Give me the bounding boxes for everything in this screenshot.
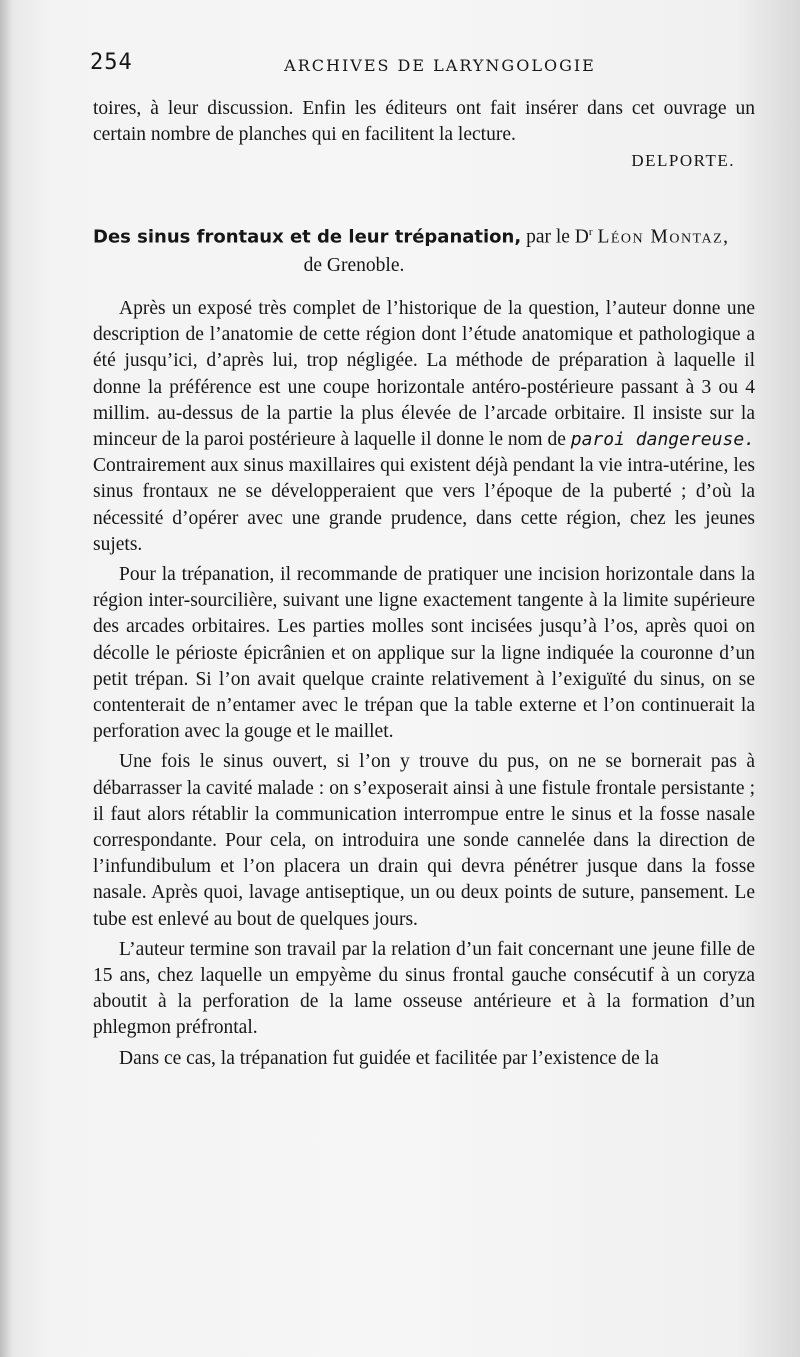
reviewer-signature: DELPORTE. <box>631 151 735 171</box>
page-number: 254 <box>90 50 133 75</box>
review-paragraph-4: L’auteur termine son travail par la relation d’un fait concernant une jeune fille de 15 ans, chez laquelle un empyème du sinus frontal gauche consécutif à un coryza aboutit à la perforation de la lame osseuse antérieure et à la formation d’un phlegmon préfrontal. <box>93 938 755 1039</box>
page-gutter-shadow <box>0 0 12 1357</box>
review-paragraph-3: Une fois le sinus ouvert, si l’on y trouve du pus, on ne se bornerait pas à débarrasser la cavité malade : on s’exposerait ainsi à une fistule frontale persistante ; il faut alors rétablir la communication interrompue entre le sinus et la fosse nasale correspondante. Pour cela, on introduira une sonde cannelée dans la direction de l’infundibulum et l’on placera un drain qui devra pénétrer jusque dans la fosse nasale. Après quoi, lavage antiseptique, un ou deux points de suture, pansement. Le tube est enlevé au bout de quelques jours. <box>93 751 755 930</box>
review-author-city: de Grenoble. <box>303 254 405 276</box>
review-author: Léon Montaz, <box>597 226 730 248</box>
review-paragraph-1 <box>93 296 755 558</box>
review-heading <box>93 218 755 252</box>
paragraph-1-part-b: Contrairement aux sinus maxillaires qui existent déjà pendant la vie intra-utérine, les sinus frontaux ne se développeraient que vers l’époque de la puberté ; d’où la nécessité d’opérer avec une grande prudence, dans cette région, chez les jeunes sujets. <box>93 455 755 555</box>
page-header <box>90 50 750 84</box>
review-byline: par le D <box>526 226 589 248</box>
paragraph-1-part-a: Après un exposé très complet de l’historique de la question, l’auteur donne une description de l’anatomie de cette région dont l’étude anatomique et pathologique a été jusqu’ici, d’après lui, trop négligée. La méthode de préparation à laquelle il donne la préférence est une coupe horizontale antéro-postérieure passant à 3 ou 4 millim. au-dessus de la partie la plus élevée de l’arcade orbitaire. Il insiste sur la minceur de la paroi postérieure à laquelle il donne le nom de <box>93 297 755 450</box>
review-paragraph-2: Pour la trépanation, il recommande de pratiquer une incision horizontale dans la région inter-sourcilière, suivant une ligne exactement tangente à la limite supérieure des arcades orbitaires. Les parties molles sont incisées jusqu’à l’os, après quoi on décolle le périoste épicrânien et on applique sur la ligne indiquée la couronne d’un petit trépan. Si l’on avait quelque crainte relativement à l’exiguïté du sinus, on se contenterait de n’entamer avec le trépan que la table externe et l’on continuerait la perforation avec la gouge et le maillet. <box>93 563 755 743</box>
review-byline-sup: r <box>588 226 593 239</box>
body-text <box>93 96 755 1072</box>
paragraph-1-emphasis: paroi dangereuse. <box>570 428 755 450</box>
previous-review-closing: toires, à leur discussion. Enfin les éditeurs ont fait insérer dans cet ouvrage un certain nombre de planches qui en facilitent la lecture. <box>93 98 755 146</box>
running-title: ARCHIVES DE LARYNGOLOGIE <box>284 56 596 75</box>
review-paragraph-5: Dans ce cas, la trépanation fut guidée et facilitée par l’existence de la <box>119 1047 659 1069</box>
review-title: Des sinus frontaux et de leur trépanation, <box>93 226 522 248</box>
